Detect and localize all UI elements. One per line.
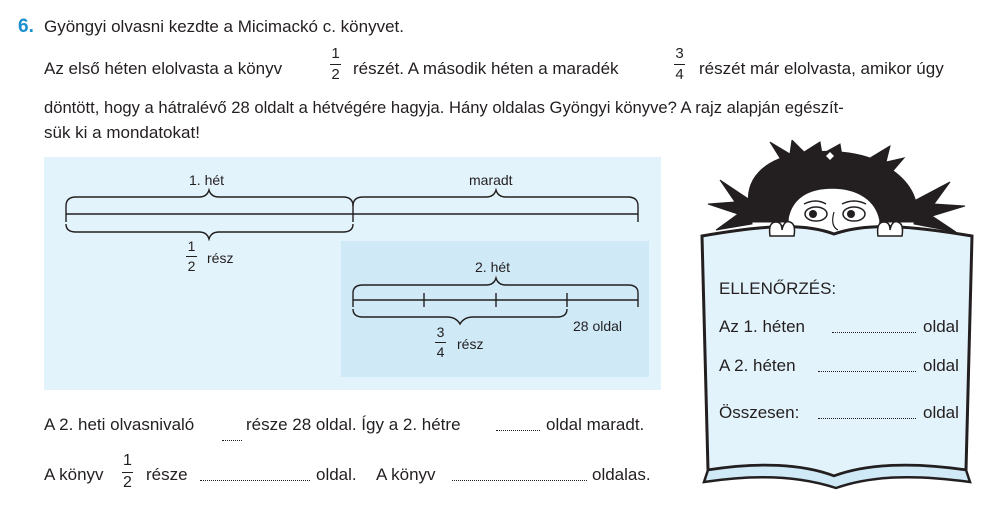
check-row2-unit: oldal — [923, 356, 959, 375]
label-week1: 1. hét — [189, 172, 225, 188]
brace-week1 — [66, 190, 353, 206]
brace-half — [66, 224, 353, 239]
label-tq-word: rész — [457, 336, 484, 352]
check-title: ELLENŐRZÉS: — [719, 279, 837, 298]
sentence2-a: A könyv — [44, 465, 104, 484]
diagram-fraction-three-quarters — [435, 325, 446, 359]
sentence-fraction-half — [122, 453, 133, 491]
task-line1-a: Az első héten elolvasta a könyv — [44, 59, 283, 78]
sentence1-a: A 2. heti olvasnivaló — [44, 415, 195, 434]
fraction-denominator: 2 — [331, 66, 340, 83]
fraction-bar — [122, 472, 133, 473]
sentence1-c: oldal maradt. — [546, 415, 645, 434]
check-row3-blank[interactable] — [818, 418, 916, 419]
task-line2: döntött, hogy a hátralévő 28 oldalt a hétvégére hagyja. Hány oldalas Gyöngyi könyve? A rajz alapján egészít- — [44, 98, 844, 117]
blank-week2-pages[interactable] — [496, 430, 540, 431]
label-week2: 2. hét — [475, 259, 511, 275]
book-board — [702, 227, 972, 476]
brace-remaining — [353, 190, 638, 206]
check-row3-label: Összesen: — [719, 403, 800, 422]
label-remaining: maradt — [469, 172, 513, 188]
fraction-denominator: 2 — [123, 474, 132, 491]
check-row2-label: A 2. héten — [719, 356, 796, 375]
sentence2-b: része — [146, 465, 188, 484]
check-row1-unit: oldal — [923, 317, 959, 336]
fraction-bar — [674, 64, 685, 65]
blank-total-pages[interactable] — [452, 480, 587, 481]
label-28-pages: 28 oldal — [573, 318, 623, 334]
fraction-denominator: 2 — [187, 258, 196, 274]
sentence1-b: része 28 oldal. Így a 2. hétre — [246, 415, 461, 434]
task-fraction-three-quarters — [674, 46, 685, 82]
task-line3: sük ki a mondatokat! — [44, 123, 200, 142]
label-half-word: rész — [207, 250, 234, 266]
fraction-numerator: 1 — [123, 452, 132, 469]
brace-week2 — [353, 278, 638, 293]
task-line1-b: részét. A második héten a maradék — [353, 59, 619, 78]
diagram-fraction-half — [186, 239, 197, 273]
check-row1-blank[interactable] — [832, 332, 916, 333]
check-row2-blank[interactable] — [818, 371, 916, 372]
brace-three-quarters — [353, 309, 567, 324]
fraction-denominator: 4 — [436, 344, 445, 360]
fraction-numerator: 3 — [675, 45, 684, 62]
task-number: 6. — [18, 16, 34, 37]
fraction-numerator: 3 — [436, 324, 445, 340]
sentence2-d: A könyv — [376, 465, 436, 484]
blank-fraction[interactable] — [222, 440, 242, 441]
sentence2-c: oldal. — [316, 465, 357, 484]
blank-half-pages[interactable] — [200, 480, 310, 481]
fraction-bar — [186, 256, 197, 257]
fraction-bar — [435, 342, 446, 343]
task-title: Gyöngyi olvasni kezdte a Micimackó c. könyvet. — [44, 17, 404, 36]
check-row3-unit: oldal — [923, 403, 959, 422]
check-row1-label: Az 1. héten — [719, 317, 806, 336]
fraction-denominator: 4 — [675, 66, 684, 83]
sentence2-e: oldalas. — [592, 465, 651, 484]
fraction-numerator: 1 — [187, 238, 196, 254]
task-line1-c: részét már elolvasta, amikor úgy — [699, 59, 944, 78]
fraction-numerator: 1 — [331, 45, 340, 62]
